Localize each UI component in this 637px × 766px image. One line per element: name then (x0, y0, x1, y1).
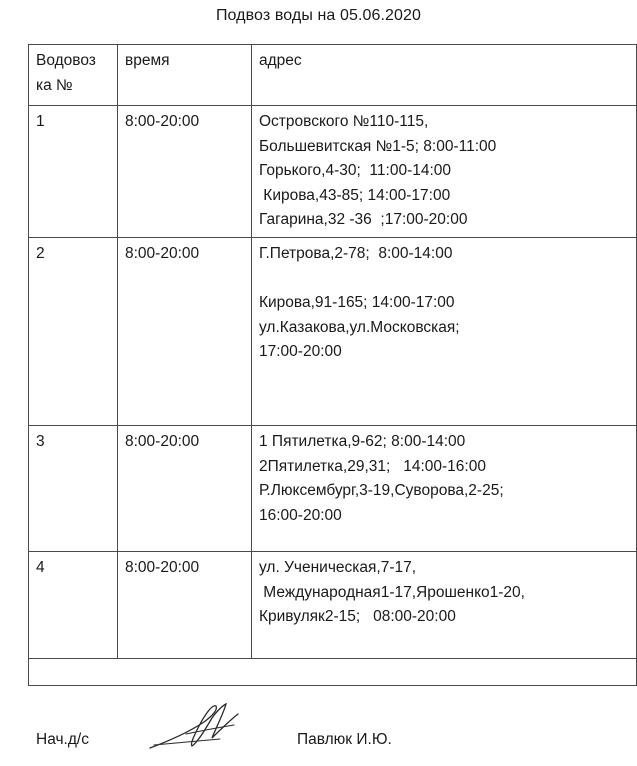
address-line: 1 Пятилетка,9-62; 8:00-14:00 (259, 433, 466, 450)
empty-cell (29, 659, 637, 686)
table-row-empty (29, 659, 637, 686)
address-line-blank (259, 267, 630, 292)
address-line: Г.Петрова,2-78; 8:00-14:00 (259, 245, 453, 262)
address-line: 2Пятилетка,29,31; 14:00-16:00 (259, 457, 486, 475)
header-time: время (118, 45, 252, 106)
truck-number-cell: 4 (29, 552, 118, 659)
address-line: Международная1-17,Ярошенко1-20, (259, 583, 525, 601)
table-header-row (29, 45, 637, 106)
address-cell (252, 426, 637, 552)
address-line: ул. Ученическая,7-17, (259, 559, 417, 576)
truck-number-cell: 2 (29, 238, 118, 426)
table-row (29, 426, 637, 552)
address-line: Р.Люксембург,3-19,Суворова,2-25; (259, 482, 504, 499)
handwritten-signature (146, 698, 246, 754)
address-cell (252, 106, 637, 238)
address-line: 16:00-20:00 (259, 506, 342, 524)
address-line: Большевитская №1-5; 8:00-11:00 (259, 137, 497, 155)
address-line: Кирова,91-165; 14:00-17:00 (259, 294, 455, 311)
table-row (29, 238, 637, 426)
header-address: адрес (252, 45, 637, 106)
truck-number-cell: 3 (29, 426, 118, 552)
address-line: Островского №110-115, (259, 113, 429, 130)
signatory-role: Нач.д/с (36, 731, 89, 748)
address-cell (252, 238, 637, 426)
document-title: Подвоз воды на 05.06.2020 (215, 7, 422, 24)
time-cell: 8:00-20:00 (118, 426, 252, 552)
signatory-name: Павлюк И.Ю. (297, 731, 392, 748)
time-cell: 8:00-20:00 (118, 552, 252, 659)
time-cell: 8:00-20:00 (118, 106, 252, 238)
table-row (29, 552, 637, 659)
address-line: ул.Казакова,ул.Московская; (259, 318, 460, 336)
address-cell (252, 552, 637, 659)
address-line: Гагарина,32 -36 ;17:00-20:00 (259, 211, 468, 228)
address-line: Кирова,43-85; 14:00-17:00 (259, 186, 451, 204)
header-truck-number: Водовоз ка № (29, 45, 118, 106)
address-line: Горького,4-30; 11:00-14:00 (259, 162, 452, 179)
time-cell: 8:00-20:00 (118, 238, 252, 426)
address-line: Кривуляк2-15; 08:00-20:00 (259, 608, 456, 625)
water-delivery-table (28, 44, 637, 686)
truck-number-cell: 1 (29, 106, 118, 238)
table-row (29, 106, 637, 238)
address-line: 17:00-20:00 (259, 343, 342, 360)
